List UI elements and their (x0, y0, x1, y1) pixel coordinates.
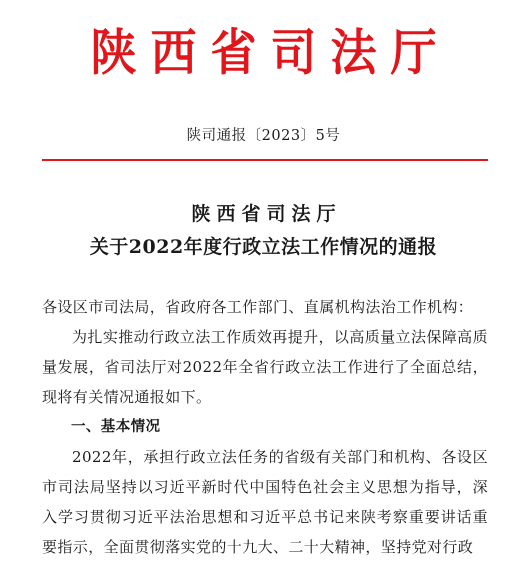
salutation: 各设区市司法局，省政府各工作部门、直属机构法治工作机构： (42, 298, 474, 316)
issuer-masthead: 陕西省司法厅 (90, 22, 451, 82)
section-heading-basic-situation: 一、基本情况 (71, 419, 161, 435)
paragraph-basic-situation: 2022年，承担行政立法任务的省级有关部门和机构、各设区市司法局坚持以习近平新时代中国特色社会主义思想为指导，深入学习贯彻习近平法治思想和习近平总书记来陕考察重要讲话重要指示，全面贯彻落实党的十九大、二十大精神，坚持党对行政 (42, 448, 488, 556)
document-title-subject: 关于2022年度行政立法工作情况的通报 (89, 236, 438, 258)
document-title-issuer: 陕西省司法厅 (191, 203, 342, 225)
document-number: 陕司通报〔2023〕5号 (186, 128, 341, 144)
red-separator-line (42, 159, 488, 161)
paragraph-intro: 为扎实推动行政立法工作质效再提升，以高质量立法保障高质量发展，省司法厅对2022年全省行政立法工作进行了全面总结，现将有关情况通报如下。 (42, 328, 488, 406)
